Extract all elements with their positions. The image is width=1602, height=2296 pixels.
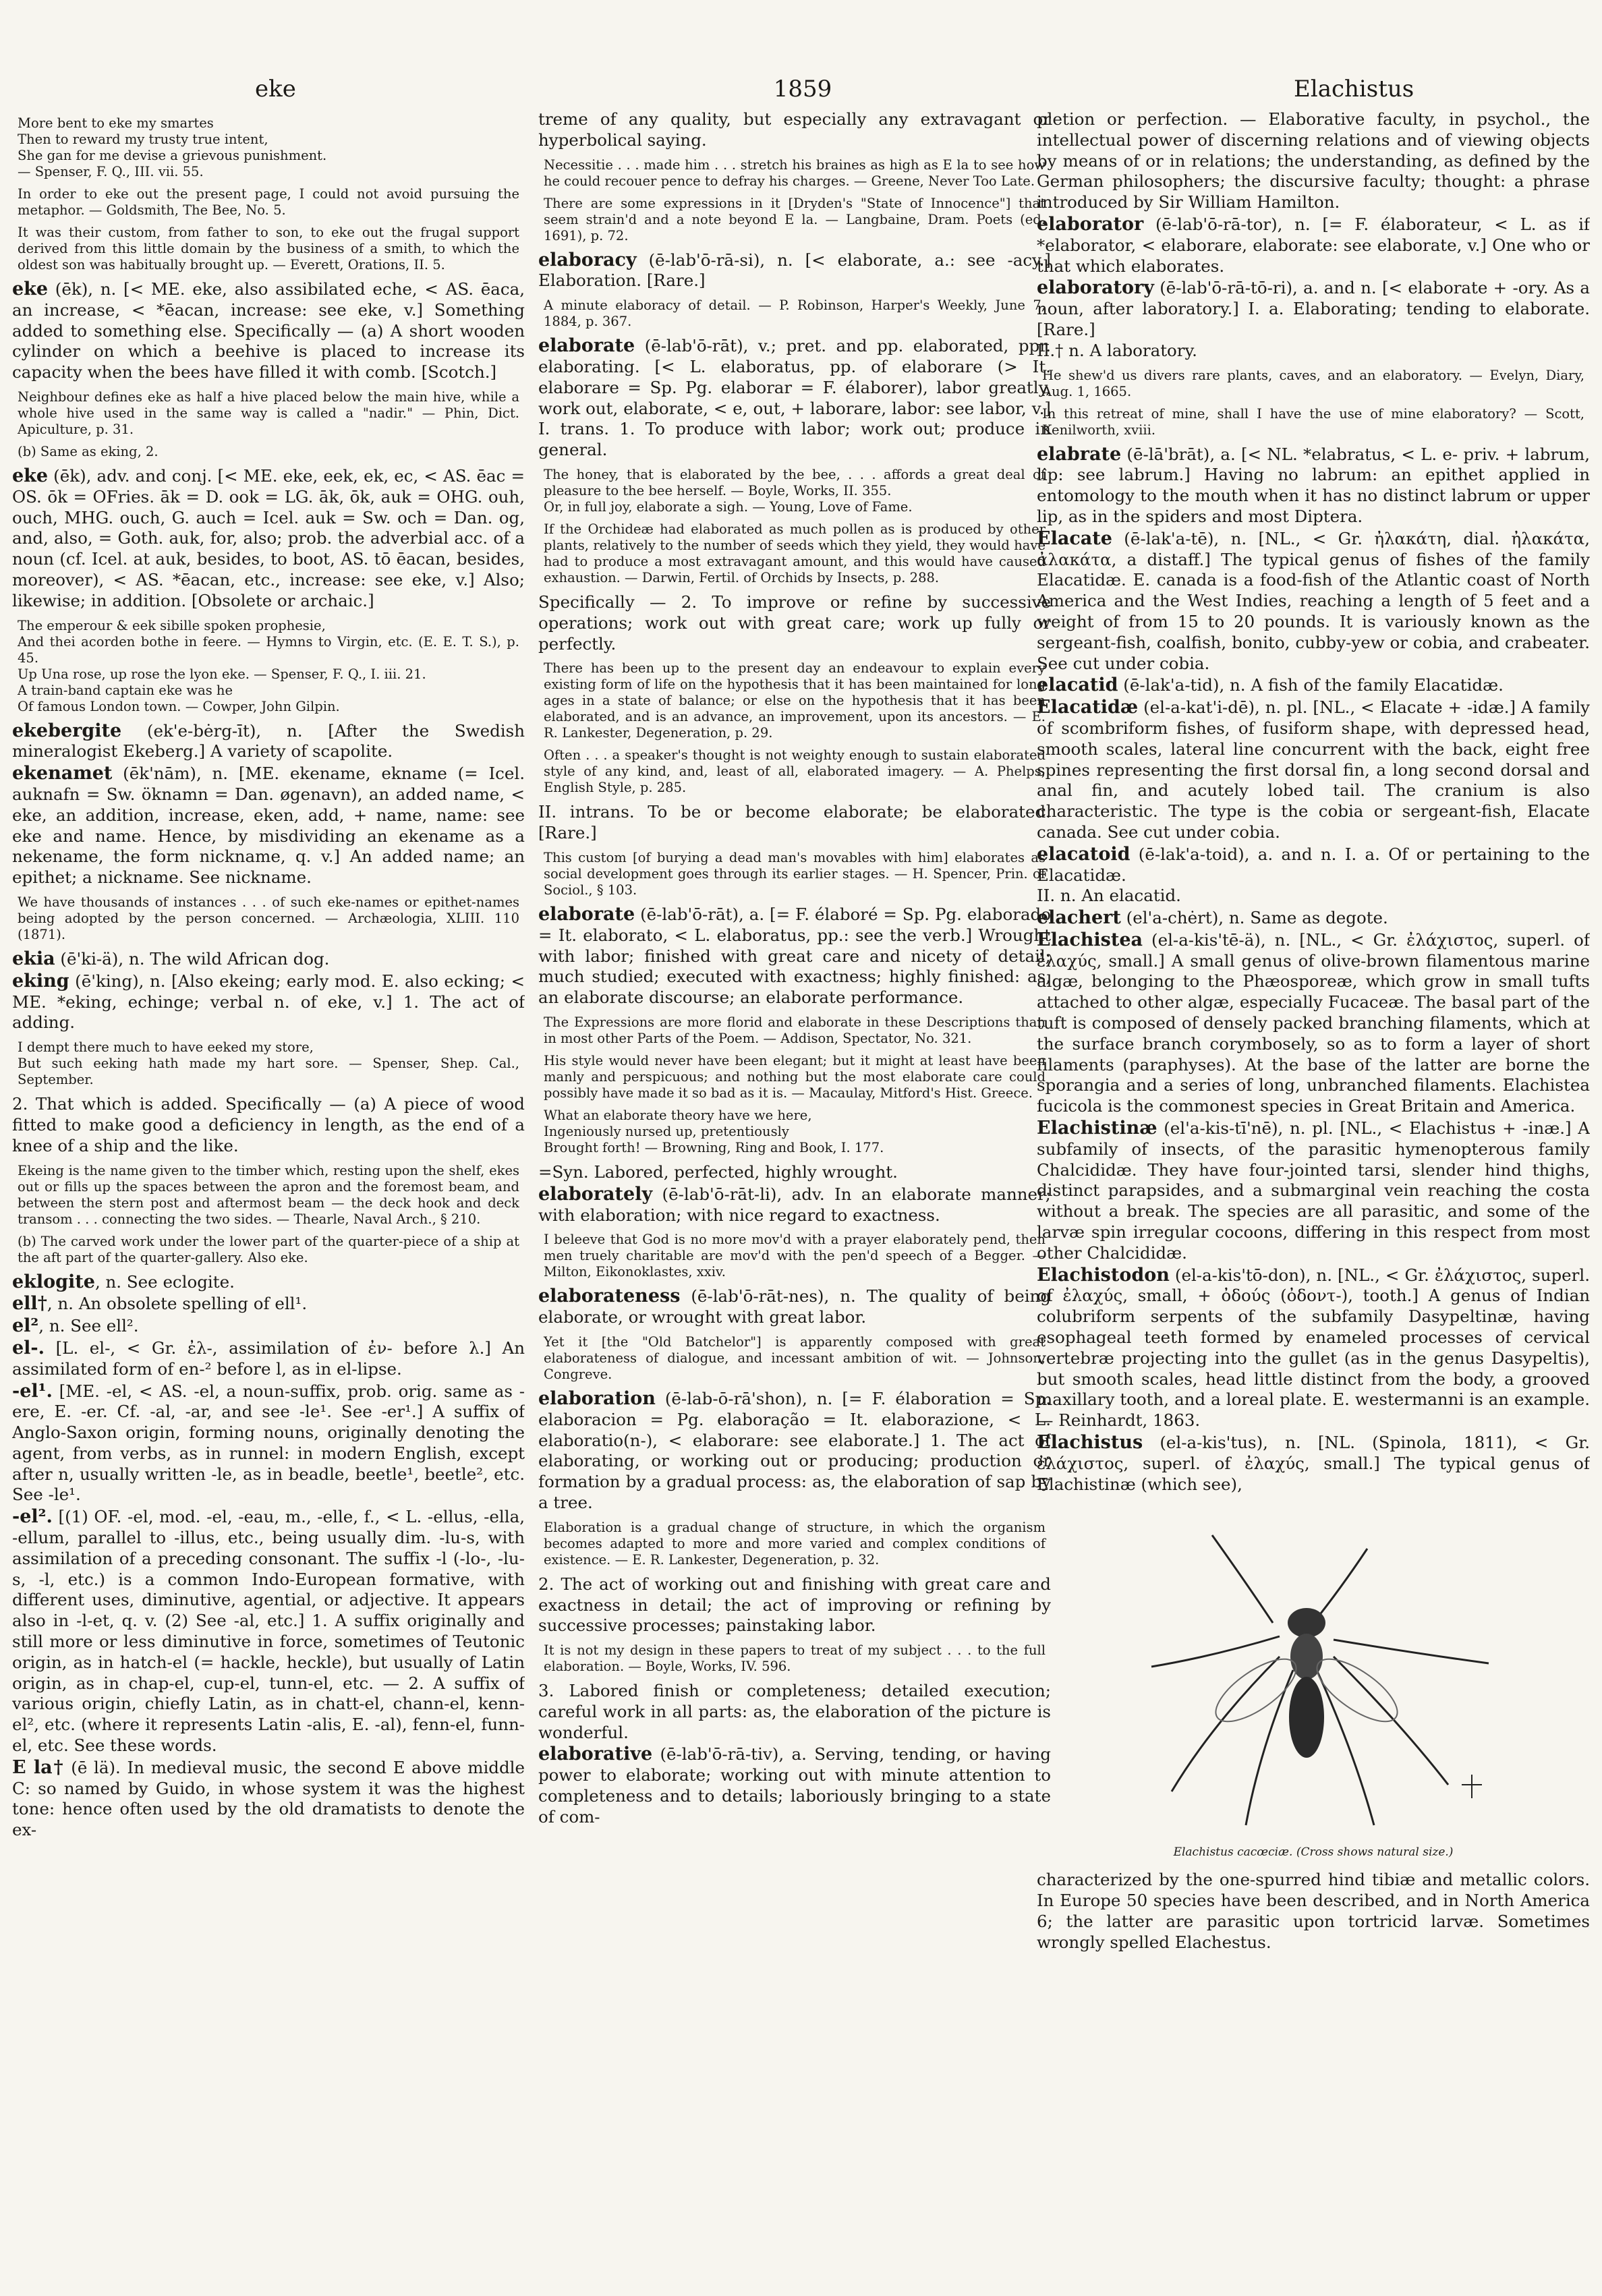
dictionary-entry bbox=[1037, 697, 1590, 843]
entry-definition: pletion or perfection. — Elaborative faculty, in psychol., the intellectual power of discerning relations and of viewing objects by means of or in relations; the understanding, as defined by the German philosophers; the discursive faculty; thought: a phrase introduced by Sir William Hamilton. bbox=[1037, 109, 1590, 212]
headword: ekenamet bbox=[12, 763, 113, 784]
quotation-text: Neighbour defines eke as half a hive placed below the main hive, while a whole hive used in the same way is called a "nadir." — Phin, Dict. Apiculture, p. 31. bbox=[18, 389, 519, 437]
headword: elaborately bbox=[538, 1183, 653, 1205]
quotation bbox=[544, 1520, 1046, 1568]
dictionary-entry bbox=[1037, 908, 1590, 929]
entry-definition: (el'a-chėrt), n. Same as degote. bbox=[1120, 908, 1388, 928]
header-left-guideword: eke bbox=[255, 76, 296, 103]
headword: elachert bbox=[1037, 907, 1121, 929]
quotation-text: Necessitie . . . made him . . . stretch his braines as high as E la to see how he could recouer pence to defray his charges. — Greene, Never Too Late. bbox=[544, 156, 1046, 189]
quotation bbox=[544, 1014, 1046, 1047]
quotation bbox=[18, 618, 519, 715]
quotation-text: If the Orchideæ had elaborated as much pollen as is produced by other plants, relatively to the number of seeds which they yield, they would have had to produce a most extravagant amount, and this would have caused exhaustion. — Darwin, Fertil. of Orchids by Insects, p. 288. bbox=[544, 521, 1046, 585]
quotation-text: His style would never have been elegant; but it might at least have been manly and perspicuous; and nothing but the most elaborate care could possibly have made it so bad as it is. — Macaulay, Mitford's Hist. Greece. bbox=[544, 1052, 1046, 1101]
quotation bbox=[18, 225, 519, 273]
dictionary-entry bbox=[1037, 278, 1590, 361]
dictionary-entry bbox=[12, 721, 525, 763]
page-number: 1859 bbox=[773, 76, 832, 103]
dictionary-entry bbox=[538, 592, 1051, 654]
dictionary-entry bbox=[538, 905, 1051, 1008]
quotation bbox=[18, 444, 519, 460]
insect-illustration bbox=[1111, 1522, 1516, 1839]
entry-definition: (ē-lab'ō-rāt-nes), n. The quality of being elaborate, or wrought with great labor. bbox=[538, 1286, 1051, 1327]
quotation bbox=[544, 660, 1046, 741]
quotation-text: It is not my design in these papers to treat of my subject . . . to the full elaboration. — Boyle, Works, IV. 596. bbox=[544, 1642, 1046, 1675]
headword: E la† bbox=[12, 1756, 65, 1778]
entry-definition: [ME. -el, < AS. -el, a noun-suffix, prob. orig. same as -ere, E. -er. Cf. -al, -ar, and see -le¹. See -er¹.] A suffix of Anglo-Saxon origin, forming nouns, originally denoting the agent, from verbs, as in runnel: in modern English, except after n, usually written -le, as in beadle, beetle¹, beetle², etc. See -le¹. bbox=[12, 1381, 525, 1505]
headword: ell† bbox=[12, 1293, 47, 1315]
headword: elaborate bbox=[538, 903, 635, 925]
entry-definition: (ē-lak'a-toid), a. and n. I. a. Of or pertaining to the Elacatidæ. II. n. An elacatid. bbox=[1037, 844, 1590, 906]
entry-definition: (ē-lab'ō-rā-si), n. [< elaborate, a.: see -acy.] Elaboration. [Rare.] bbox=[538, 250, 1051, 291]
headword: eke bbox=[12, 465, 49, 486]
quotation-text: The Expressions are more florid and elaborate in these Descriptions than in most other Parts of the Poem. — Addison, Spectator, No. 321. bbox=[544, 1014, 1046, 1046]
headword: elaboratory bbox=[1037, 277, 1154, 299]
dictionary-entry bbox=[12, 1294, 525, 1315]
dictionary-entry bbox=[12, 1758, 525, 1841]
entry-definition: (ēk), n. [< ME. eke, also assibilated eche, < AS. ēaca, an increase, < *ēacan, increase: see eke, v.] Something added to something else. Specifically — (a) A short wooden cylinder on which a beehive is placed to increase its capacity when the bees have filled it with comb. [Scotch.] bbox=[12, 279, 525, 382]
quotation bbox=[18, 115, 519, 180]
entry-definition: (ē'king), n. [Also ekeing; early mod. E. also ecking; < ME. *eking, echinge; verbal n. of eke, v.] 1. The act of adding. bbox=[12, 971, 525, 1033]
dictionary-entry bbox=[1037, 930, 1590, 1117]
dictionary-entry bbox=[12, 1316, 525, 1337]
quotation bbox=[544, 297, 1046, 330]
quotation-text: The honey, that is elaborated by the bee, . . . affords a great deal of pleasure to the bee herself. — Boyle, Works, II. 355. Or, in full joy, elaborate a sigh. — Young, Love of Fame. bbox=[544, 466, 1046, 515]
entry-definition: (ek'e-bėrg-īt), n. [After the Swedish mineralogist Ekeberg.] A variety of scapolite. bbox=[12, 720, 525, 762]
header-right-guideword: Elachistus bbox=[1294, 76, 1414, 103]
dictionary-entry bbox=[12, 1272, 525, 1293]
headword: eklogite bbox=[12, 1271, 95, 1292]
entry-definition: [L. el-, < Gr. ἐλ-, assimilation of ἐν- before λ.] An assimilated form of en-² before l, as in el-lipse. bbox=[12, 1338, 525, 1379]
entry-definition: (el-a-kis'tō-don), n. [NL., < Gr. ἐλάχιστος, superl. of ἐλαχύς, small, + ὀδούς (ὀδοντ-), tooth.] A genus of Indian colubriform serpents of the subfamily Dasypeltinæ, having esophageal teeth formed by enameled processes of cervical vertebræ projecting into the gullet (as in the genus Dasypeltis), but smooth scales, head little distinct from the body, a grooved maxillary tooth, and a loreal plate. E. westermanni is an example. — Reinhardt, 1863. bbox=[1037, 1265, 1590, 1431]
headword: Elacate bbox=[1037, 527, 1112, 549]
quotation-text: I beleeve that God is no more mov'd with a prayer elaborately pend, then men truely charitable are mov'd with the pen'd speech of a Begger. — Milton, Eikonoklastes, xxiv. bbox=[544, 1232, 1046, 1280]
entry-definition: (ēk'nām), n. [ME. ekename, ekname (= Icel. auknafn = Sw. öknamn = Dan. øgenavn), an added name, < eke, an addition, increase, eken, add, + name, name: see eke and name. Hence, by misdividing an ekename as a nekename, the form nickname, q. v.] An added name; an epithet; a nickname. See nickname. bbox=[12, 764, 525, 888]
quotation-text: More bent to eke my smartes Then to reward my trusty true intent, She gan for me devise a grievous punishment. — Spenser, F. Q., III. vii. 55. bbox=[18, 115, 327, 179]
quotation bbox=[544, 1334, 1046, 1383]
entry-definition: , n. See ell². bbox=[38, 1316, 139, 1336]
quotation bbox=[18, 894, 519, 943]
dictionary-entry bbox=[538, 250, 1051, 292]
quotation-text: A minute elaboracy of detail. — P. Robinson, Harper's Weekly, June 7, 1884, p. 367. bbox=[544, 297, 1046, 330]
quotation bbox=[544, 196, 1046, 244]
quotation bbox=[544, 1642, 1046, 1675]
dictionary-entry bbox=[12, 466, 525, 612]
quotation bbox=[18, 389, 519, 438]
entry-definition: Specifically — 2. To improve or refine by successive operations; work out with great care; work up fully or perfectly. bbox=[538, 592, 1051, 654]
quotation-text: What an elaborate theory have we here, Ingeniously nursed up, pretentiously Brought forth! — Browning, Ring and Book, I. 177. bbox=[544, 1107, 884, 1155]
quotation-text: This custom [of burying a dead man's movables with him] elaborates as social development goes through its earlier stages. — H. Spencer, Prin. of Sociol., § 103. bbox=[544, 849, 1046, 898]
dictionary-entry bbox=[1037, 1870, 1590, 1953]
quotation-text: Yet it [the "Old Batchelor"] is apparently composed with great elaborateness of dialogue, and incessant ambition of wit. — Johnson, Congreve. bbox=[544, 1333, 1046, 1382]
entry-definition: (el-a-kis'tus), n. [NL. (Spinola, 1811), < Gr. ἐλάχιστος, superl. of ἐλαχύς, small.] The typical genus of Elachistinæ (which see), bbox=[1037, 1433, 1590, 1494]
quotation-text: Elaboration is a gradual change of structure, in which the organism becomes adapted to more and more varied and complex conditions of existence. — E. R. Lankester, Degeneration, p. 32. bbox=[544, 1519, 1046, 1568]
headword: Elachistinæ bbox=[1037, 1118, 1157, 1139]
quotation bbox=[18, 1163, 519, 1228]
headword: eking bbox=[12, 970, 69, 992]
dictionary-entry bbox=[12, 1381, 525, 1506]
headword: elaboration bbox=[538, 1387, 656, 1409]
entry-definition: characterized by the one-spurred hind tibiæ and metallic colors. In Europe 50 species have been described, and in North America 6; the latter are parasitic upon tortricid larvæ. Sometimes wrongly spelled Elachestus. bbox=[1037, 1870, 1590, 1952]
quotation bbox=[544, 157, 1046, 190]
quotation bbox=[544, 467, 1046, 515]
entry-definition: (ē-lak'a-tid), n. A fish of the family Elacatidæ. bbox=[1118, 675, 1504, 695]
dictionary-entry bbox=[1037, 529, 1590, 675]
quotation bbox=[1042, 406, 1584, 438]
headword: ekia bbox=[12, 948, 55, 969]
quotation bbox=[18, 1234, 519, 1266]
dictionary-entry bbox=[538, 1744, 1051, 1827]
quotation bbox=[544, 1053, 1046, 1101]
dictionary-entry bbox=[1037, 1265, 1590, 1431]
quotation-text: I dempt there much to have eeked my store, But such eeking hath made my hart sore. — Spenser, Shep. Cal., September. bbox=[18, 1039, 519, 1088]
quotation-text: We have thousands of instances . . . of such eke-names or epithet-names being adopted by the person concerned. — Archæologia, XLIII. 110 (1871). bbox=[18, 894, 519, 942]
headword: elaborator bbox=[1037, 213, 1144, 235]
quotation-text: The emperour & eek sibille spoken prophesie, And thei acorden bothe in feere. — Hymns to Virgin, etc. (E. E. T. S.), p. 45. Up Una rose, up rose the lyon eke. — Spenser, F. Q., I. iii. 21. A train-band captain eke was he Of famous London town. — Cowper, John Gilpin. bbox=[18, 617, 519, 714]
quotation bbox=[544, 747, 1046, 796]
entry-definition: (el-a-kat'i-dē), n. pl. [NL., < Elacate + -idæ.] A family of scombriform fishes, of fusiform shape, with depressed head, smooth scales, lateral line concurrent with the back, eight free spines representing the first dorsal fin, a long second dorsal and anal fin, and acutely lobed tail. The cranium is also characteristic. The type is the cobia or sergeant-fish, Elacate canada. See cut under cobia. bbox=[1037, 697, 1590, 842]
dictionary-entry bbox=[12, 1338, 525, 1380]
dictionary-entry bbox=[538, 1389, 1051, 1514]
dictionary-entry bbox=[12, 1507, 525, 1756]
headword: elaborateness bbox=[538, 1286, 681, 1307]
entry-definition: (ē-lak'a-tē), n. [NL., < Gr. ἠλακάτη, dial. ἠλακάτα, ἀλακάτα, a distaff.] The typical genus of fishes of the family Elacatidæ. E. canada is a food-fish of the Atlantic coast of North America and the West Indies, reaching a length of 5 feet and a weight of from 15 to 20 pounds. It is variously known as the sergeant-fish, coalfish, bonito, cubby-yew or cobia, and crabeater. See cut under cobia. bbox=[1037, 528, 1590, 673]
entry-definition: 2. That which is added. Specifically — (a) A piece of wood fitted to make good a deficiency in length, as the end of a knee of a ship and the like. bbox=[12, 1094, 525, 1155]
wasp-icon bbox=[1111, 1522, 1516, 1839]
headword: -el¹. bbox=[12, 1380, 53, 1402]
entry-definition: (ē-lab'ō-rāt-li), adv. In an elaborate manner; with elaboration; with nice regard to exactness. bbox=[538, 1184, 1051, 1225]
entry-definition: (ē lä). In medieval music, the second E above middle C: so named by Guido, in whose system it was the highest tone: hence often used by the old dramatists to denote the ex- bbox=[12, 1757, 525, 1840]
dictionary-entry bbox=[538, 1184, 1051, 1226]
entry-definition: [(1) OF. -el, mod. -el, -eau, m., -elle, f., < L. -ellus, -ella, -ellum, parallel to -illus, etc., being usually dim. -lu-s, with assimilation of a preceding consonant. The suffix -l (-lo-, -lu-s, -l, etc.) is a common Indo-European formative, with different uses, diminutive, agential, or adjective. It appears also in -l-et, q. v. (2) See -al, etc.] 1. A suffix originally and still more or less diminutive in force, sometimes of Teutonic origin, as in hatch-el (= hackle, heckle), but usually of Latin origin, as in chap-el, cup-el, tunn-el, etc. — 2. A suffix of various origin, chiefly Latin, as in chatt-el, chann-el, kenn-el², etc. (where it represents Latin -alis, E. -al), fenn-el, funn-el, etc. See these words. bbox=[12, 1507, 525, 1756]
headword: Elachistea bbox=[1037, 929, 1143, 950]
entry-definition: (el'a-kis-tī'nē), n. pl. [NL., < Elachistus + -inæ.] A subfamily of insects, of the parasitic hymenopterous family Chalcididæ. They have four-jointed tarsi, slender hind thighs, distinct parapsides, and a submarginal vein reaching the costa without a break. The species are all parasitic, and some of the larvæ spin irregular cocoons, differing in this respect from most other Chalcididæ. bbox=[1037, 1118, 1590, 1263]
dictionary-entry bbox=[12, 1094, 525, 1156]
quotation-text: Ekeing is the name given to the timber which, resting upon the shelf, ekes out or fills up the spaces between the apron and the foremost beam, and between the stern post and aftermost beam — the deck hook and deck transom . . . connecting the two sides. — Thearle, Naval Arch., § 210. bbox=[18, 1162, 519, 1227]
column-3-bottom bbox=[1037, 1870, 1590, 1953]
entry-definition: treme of any quality, but especially any extravagant or hyperbolical saying. bbox=[538, 109, 1051, 150]
entry-definition: (el-a-kis'tē-ä), n. [NL., < Gr. ἐλάχιστος, superl. of ἐλαχύς, small.] A small genus of olive-brown filamentous marine algæ, belonging to the Phæosporeæ, which grow in small tufts attached to other algæ, especially Fucaceæ. The basal part of the tuft is composed of densely packed branching filaments, which at the surface branch corymbosely, so as to form a layer of short filaments (paraphyses). At the base of the latter are borne the sporangia and a series of long, unbranched filaments. Elachistea fucicola is the commonest species in Great Britain and America. bbox=[1037, 929, 1590, 1116]
quotation bbox=[544, 1108, 1046, 1156]
headword: elaborate bbox=[538, 335, 635, 357]
column-3 bbox=[1037, 109, 1590, 2278]
dictionary-entry bbox=[1037, 214, 1590, 277]
entry-definition: 2. The act of working out and finishing with great care and exactness in detail; the act of improving or refining by successive processes; painstaking labor. bbox=[538, 1574, 1051, 1636]
entry-definition: (ē-lab'ō-rāt), v.; pret. and pp. elaborated, ppr. elaborating. [< L. elaboratus, pp. of elaborare (> It. elaborare = Sp. Pg. elaborar = F. élaborer), labor greatly, work out, elaborate, < e, out, + laborare, labor: see labor, v.] I. trans. 1. To produce with labor; work out; produce in general. bbox=[538, 336, 1051, 460]
dictionary-entry bbox=[12, 764, 525, 888]
dictionary-entry bbox=[12, 279, 525, 383]
column-1 bbox=[12, 109, 525, 2278]
entry-definition: (ē-lab'ō-rā-tiv), a. Serving, tending, or having power to elaborate; working out with minute attention to completeness and to details; laboriously bringing to a state of com- bbox=[538, 1744, 1051, 1827]
quotation bbox=[1042, 368, 1584, 400]
headword: el-. bbox=[12, 1337, 45, 1358]
headword: eke bbox=[12, 279, 49, 299]
quotation-text: There are some expressions in it [Dryden's "State of Innocence"] that seem strain'd and a note beyond E la. — Langbaine, Dram. Poets (ed. 1691), p. 72. bbox=[544, 195, 1046, 243]
entry-definition: (ē-lab-ō-rā'shon), n. [= F. élaboration = Sp. elaboracion = Pg. elaboração = It. elaborazione, < L. elaboratio(n-), < elaborare: see elaborate.] 1. The act of elaborating, or working out or producing; production or formation by a gradual process: as, the elaboration of sap by a tree. bbox=[538, 1388, 1051, 1512]
entry-definition: (ē'ki-ä), n. The wild African dog. bbox=[55, 948, 330, 969]
dictionary-entry bbox=[538, 109, 1051, 151]
headword: elacatoid bbox=[1037, 843, 1131, 865]
dictionary-entry bbox=[1037, 675, 1590, 696]
entry-definition: =Syn. Labored, perfected, highly wrought. bbox=[538, 1161, 898, 1182]
entry-definition: 3. Labored finish or completeness; detailed execution; careful work in all parts: as, the elaboration of the picture is wonderful. bbox=[538, 1681, 1051, 1742]
dictionary-entry bbox=[1037, 1433, 1590, 1495]
entry-definition: , n. See eclogite. bbox=[94, 1271, 235, 1292]
dictionary-entry bbox=[12, 949, 525, 970]
quotation bbox=[544, 1232, 1046, 1280]
dictionary-entry bbox=[1037, 1118, 1590, 1264]
headword: Elacatidæ bbox=[1037, 697, 1139, 718]
quotation-text: He shew'd us divers rare plants, caves, and an elaboratory. — Evelyn, Diary, Aug. 1, 1665. bbox=[1042, 367, 1584, 399]
entry-definition: , n. An obsolete spelling of ell¹. bbox=[47, 1294, 308, 1314]
entry-definition: (ē-lā'brāt), a. [< NL. *elabratus, < L. e- priv. + labrum, lip: see labrum.] Having no labrum: an epithet applied in entomology to the mouth when it has no distinct labrum or upper lip, as in the spiders and most Diptera. bbox=[1037, 444, 1590, 526]
quotation-text: (b) The carved work under the lower part of the quarter-piece of a ship at the aft part of the quarter-gallery. Also eke. bbox=[18, 1233, 519, 1265]
entry-definition: (ēk), adv. and conj. [< ME. eke, eek, ek, ec, < AS. ēac = OS. ōk = OFries. āk = D. ook = LG. āk, ōk, auk = OHG. ouh, ouch, MHG. ouch, G. auch = Icel. auk = Sw. och = Dan. og, and, also, = Goth. auk, for, also; prob. the adverbial acc. of a noun (cf. Icel. at auk, besides, to boot, AS. tō ēacan, besides, moreover), < AS. *ēacan, etc., increase: see eke, v.] Also; likewise; in addition. [Obsolete or archaic.] bbox=[12, 465, 525, 610]
entry-definition: (ē-lab'ō-rā-tor), n. [= F. élaborateur, < L. as if *elaborator, < elaborare, elaborate: see elaborate, v.] One who or that which elaborates. bbox=[1037, 214, 1590, 276]
headword: elaborative bbox=[538, 1744, 653, 1765]
entry-definition: (ē-lab'ō-rā-tō-ri), a. and n. [< elaborate + -ory. As a noun, after laboratory.] I. a. Elaborating; tending to elaborate. [Rare.] II.† n. A laboratory. bbox=[1037, 278, 1590, 360]
quotation bbox=[18, 186, 519, 219]
dictionary-entry bbox=[538, 1286, 1051, 1328]
quotation-text: In order to eke out the present page, I could not avoid pursuing the metaphor. — Goldsmith, The Bee, No. 5. bbox=[18, 186, 519, 218]
headword: ekebergite bbox=[12, 720, 122, 741]
dictionary-entry bbox=[538, 802, 1051, 844]
dictionary-entry bbox=[538, 336, 1051, 461]
quotation bbox=[544, 850, 1046, 898]
column-3-top bbox=[1037, 109, 1590, 1495]
dictionary-entry bbox=[1037, 844, 1590, 907]
quotation-text: Often . . . a speaker's thought is not weighty enough to sustain elaborated style of any kind, and, least of all, elaborated imagery. — A. Phelps, English Style, p. 285. bbox=[544, 747, 1046, 796]
headword: elabrate bbox=[1037, 443, 1122, 465]
headword: Elachistus bbox=[1037, 1432, 1143, 1454]
dictionary-entry bbox=[1037, 109, 1590, 213]
dictionary-entry bbox=[538, 1681, 1051, 1743]
quotation bbox=[544, 521, 1046, 586]
entry-definition: II. intrans. To be or become elaborate; be elaborated. [Rare.] bbox=[538, 802, 1051, 843]
quotation-text: There has been up to the present day an endeavour to explain every existing form of life on the hypothesis that it has been maintained for long ages in a state of balance; or else on the hypothesis that it has been elaborated, and is an advance, an improvement, upon its ancestors. — E. R. Lankester, Degeneration, p. 29. bbox=[544, 660, 1046, 741]
quotation-text: It was their custom, from father to son, to eke out the frugal support derived from this little domain by the business of a smith, to which the oldest son was habitually brought up. — Everett, Orations, II. 5. bbox=[18, 225, 519, 272]
figure-caption: Elachistus cacœciæ. (Cross shows natural size.) bbox=[1173, 1845, 1454, 1860]
quotation-text: (b) Same as eking, 2. bbox=[18, 443, 159, 459]
headword: el² bbox=[12, 1315, 39, 1337]
headword: -el². bbox=[12, 1506, 53, 1528]
quotation-text: In this retreat of mine, shall I have the use of mine elaboratory? — Scott, Kenilworth, xviii. bbox=[1042, 405, 1584, 438]
entry-definition: (ē-lab'ō-rāt), a. [= F. élaboré = Sp. Pg. elaborado = It. elaborato, < L. elaboratus, pp.: see the verb.] Wrought with labor; finished with great care and nicety of detail; much studied; executed with exactness; highly finished: as, an elaborate discourse; an elaborate performance. bbox=[538, 904, 1051, 1008]
quotation bbox=[18, 1039, 519, 1088]
headword: elacatid bbox=[1037, 675, 1118, 696]
dictionary-entry bbox=[538, 1574, 1051, 1636]
headword: elaboracy bbox=[538, 249, 637, 270]
dictionary-entry bbox=[538, 1162, 1051, 1183]
column-2 bbox=[538, 109, 1051, 2278]
headword: Elachistodon bbox=[1037, 1264, 1170, 1286]
dictionary-entry bbox=[1037, 444, 1590, 527]
dictionary-entry bbox=[12, 971, 525, 1033]
